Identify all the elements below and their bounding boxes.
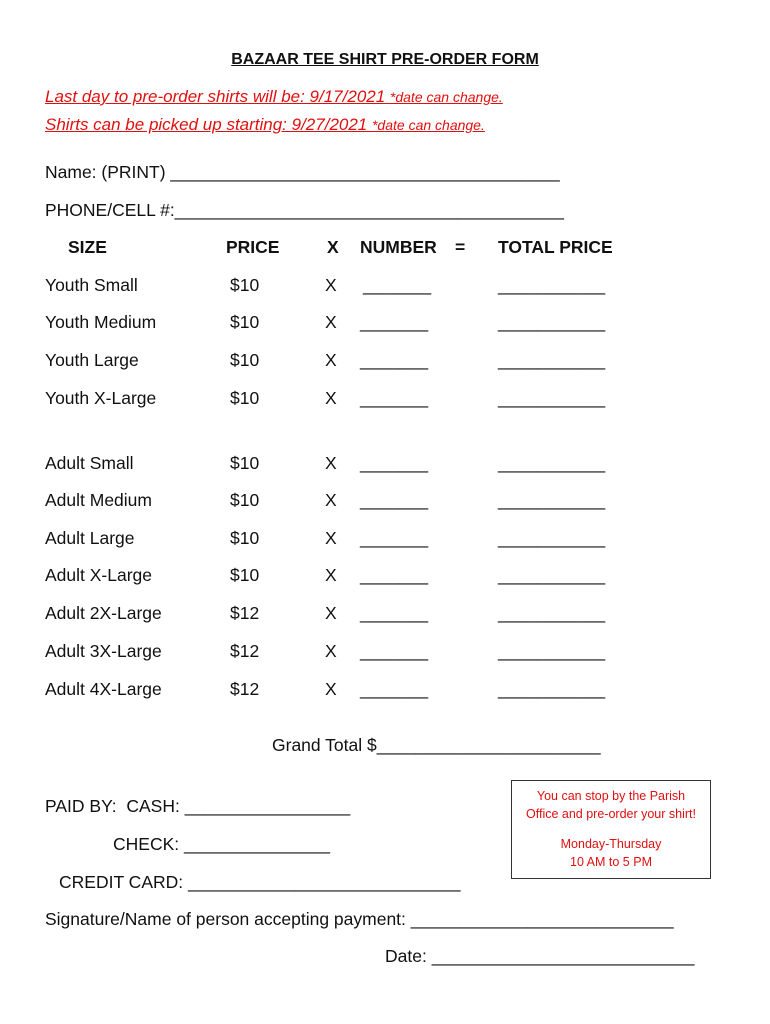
notice-line: Office and pre-order your shirt! [526,807,696,821]
total-field[interactable]: ___________ [498,490,606,510]
size-label: Adult Medium [45,490,152,510]
size-label: Youth Medium [45,312,157,332]
total-field[interactable]: ___________ [498,350,606,370]
order-table-header [0,237,770,261]
multiply-sign: X [325,490,337,510]
phone-field[interactable]: PHONE/CELL #:________________________________________ [45,200,564,220]
date-field[interactable]: Date: ___________________________ [385,946,695,966]
price-value: $10 [230,312,260,332]
total-field[interactable]: ___________ [498,388,606,408]
table-row [0,603,770,627]
size-label: Adult Small [45,453,134,473]
price-value: $10 [230,490,260,510]
pickup-note: *date can change. [371,117,485,133]
signature-field[interactable]: Signature/Name of person accepting payment: ___________________________ [45,909,674,929]
number-field[interactable]: _______ [360,528,429,548]
paid-by-check-field[interactable]: CHECK: _______________ [113,834,330,854]
number-field[interactable]: _______ [360,490,429,510]
notice-line: You can stop by the Parish [536,789,686,803]
table-row [0,312,770,336]
multiply-sign: X [325,679,337,699]
notice-spacer [512,823,710,835]
number-field[interactable]: _______ [363,275,432,295]
price-value: $12 [230,603,260,623]
multiply-sign: X [325,565,337,585]
multiply-sign: X [325,528,337,548]
notice-line: 10 AM to 5 PM [570,855,652,869]
number-field[interactable]: _______ [360,679,429,699]
header-size: SIZE [68,237,107,257]
price-value: $10 [230,528,260,548]
total-field[interactable]: ___________ [498,641,606,661]
total-field[interactable]: ___________ [498,453,606,473]
table-row [0,388,770,412]
table-row [0,490,770,514]
table-row [0,453,770,477]
size-label: Adult 4X-Large [45,679,162,699]
size-label: Adult X-Large [45,565,153,585]
price-value: $10 [230,388,260,408]
last-day-text: Last day to pre-order shirts will be: 9/17/2021 [45,87,390,106]
size-label: Youth Small [45,275,138,295]
number-field[interactable]: _______ [360,350,429,370]
multiply-sign: X [325,388,337,408]
last-day-notice [45,87,503,107]
table-row [0,641,770,665]
header-price: PRICE [226,237,280,257]
table-row [0,679,770,703]
table-row [0,565,770,589]
price-value: $12 [230,679,260,699]
parish-office-notice [511,780,711,879]
header-total-price: TOTAL PRICE [498,237,613,257]
multiply-sign: X [325,641,337,661]
size-label: Youth Large [45,350,139,370]
number-field[interactable]: _______ [360,565,429,585]
multiply-sign: X [325,453,337,473]
credit-card-field[interactable]: CREDIT CARD: ____________________________ [59,872,461,892]
form-title: BAZAAR TEE SHIRT PRE-ORDER FORM [231,51,539,68]
multiply-sign: X [325,603,337,623]
header-number: NUMBER [360,237,437,257]
multiply-sign: X [325,350,337,370]
table-row [0,528,770,552]
number-field[interactable]: _______ [360,453,429,473]
notice-line: Monday-Thursday [560,837,662,851]
table-row [0,275,770,299]
size-label: Adult 3X-Large [45,641,162,661]
name-field[interactable]: Name: (PRINT) ________________________________________ [45,162,560,182]
price-value: $10 [230,350,260,370]
price-value: $10 [230,275,260,295]
total-field[interactable]: ___________ [498,275,606,295]
price-value: $10 [230,565,260,585]
number-field[interactable]: _______ [360,603,429,623]
size-label: Adult 2X-Large [45,603,162,623]
total-field[interactable]: ___________ [498,312,606,332]
number-field[interactable]: _______ [360,388,429,408]
multiply-sign: X [325,312,337,332]
header-equals: = [455,237,466,257]
header-x: X [327,237,339,257]
multiply-sign: X [325,275,337,295]
total-field[interactable]: ___________ [498,565,606,585]
size-label: Adult Large [45,528,135,548]
total-field[interactable]: ___________ [498,603,606,623]
total-field[interactable]: ___________ [498,528,606,548]
price-value: $10 [230,453,260,473]
size-label: Youth X-Large [45,388,157,408]
number-field[interactable]: _______ [360,312,429,332]
table-row [0,350,770,374]
number-field[interactable]: _______ [360,641,429,661]
pickup-notice [45,115,485,135]
paid-by-cash-field[interactable]: PAID BY: CASH: _________________ [45,796,351,816]
pickup-text: Shirts can be picked up starting: 9/27/2021 [45,115,372,134]
grand-total-field[interactable]: Grand Total $_______________________ [272,735,601,755]
last-day-note: *date can change. [389,89,503,105]
total-field[interactable]: ___________ [498,679,606,699]
price-value: $12 [230,641,260,661]
